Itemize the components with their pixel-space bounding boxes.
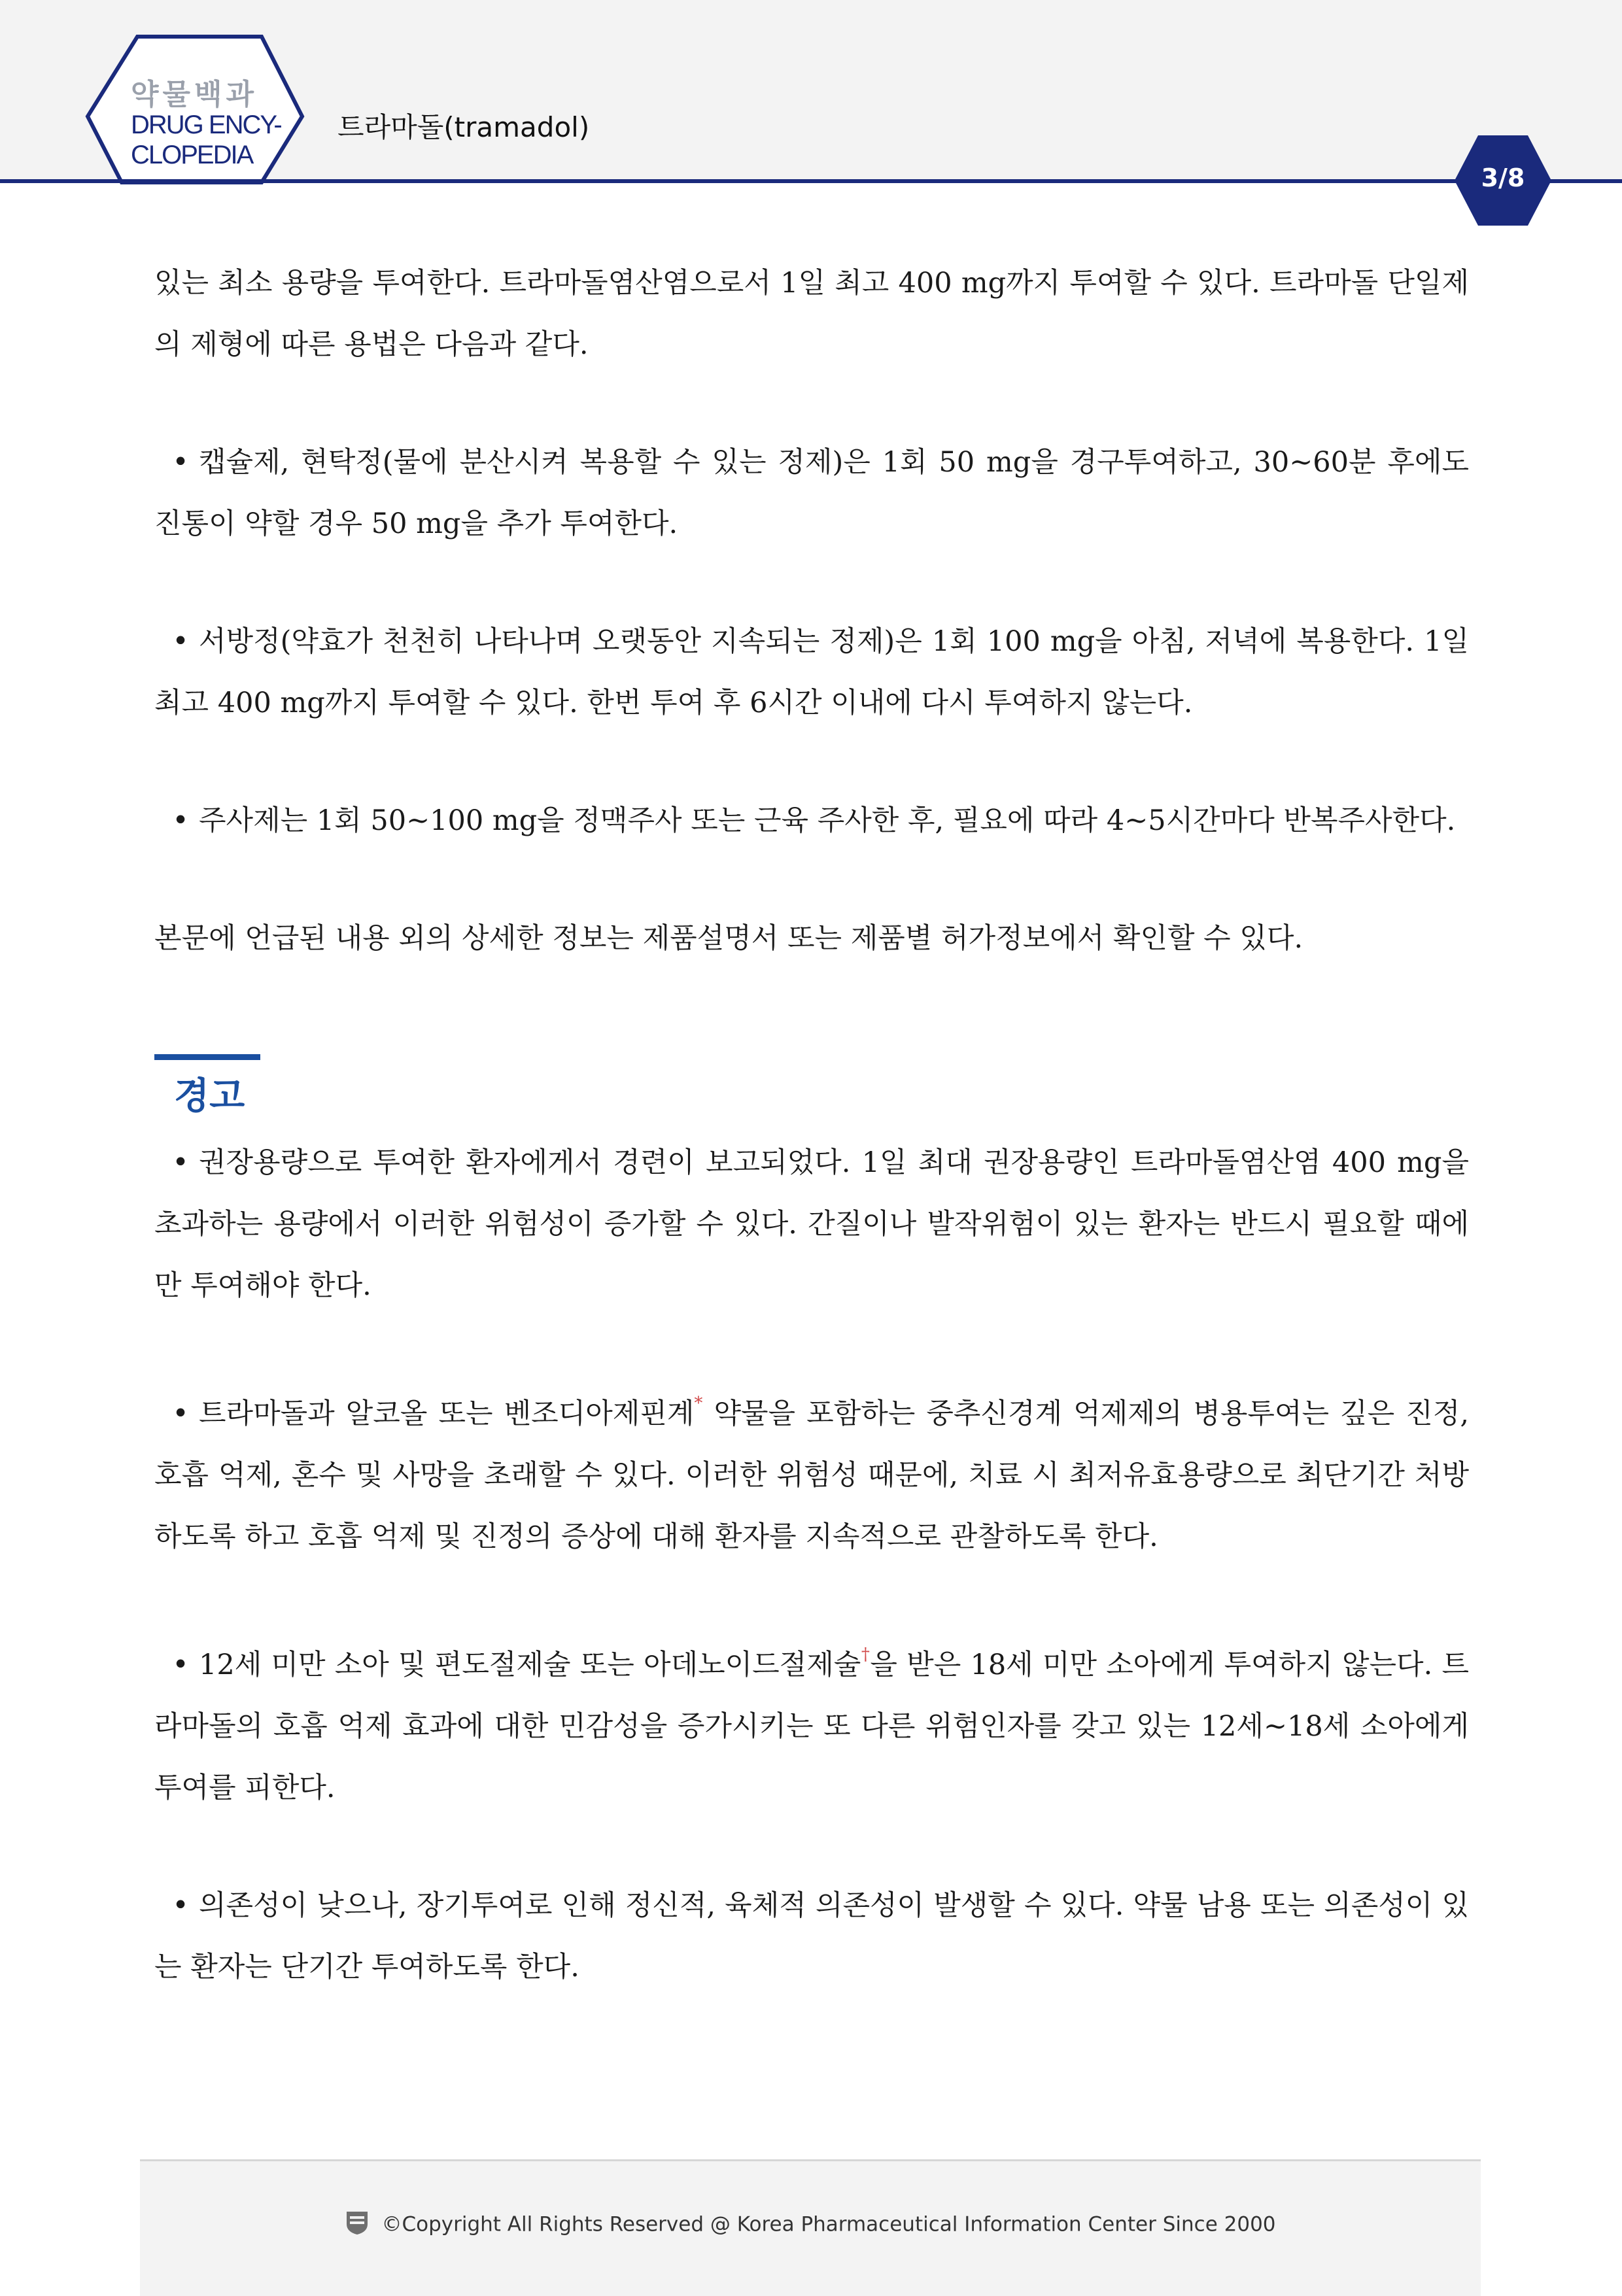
bullet-marker: •: [154, 1146, 189, 1179]
logo-korean-text: 약물백과: [131, 78, 258, 111]
logo-english-text: [131, 110, 314, 170]
bullet-marker: •: [154, 446, 189, 479]
footer-copyright-row: [140, 2210, 1481, 2241]
logo-english-line1: DRUG ENCY-: [131, 111, 281, 139]
warning-bullet-dependence: [154, 1875, 1469, 1998]
document-body: [154, 252, 1469, 1998]
bullet-marker: •: [154, 625, 189, 658]
page-number: 3/8: [1481, 163, 1525, 192]
section-title-warning: 경고: [174, 1075, 245, 1118]
header-divider: [0, 179, 1622, 183]
dosage-bullet-capsule: [154, 432, 1469, 555]
spacer: [154, 555, 1469, 611]
dosage-bullet-injection: [154, 790, 1469, 851]
spacer: [154, 1819, 1469, 1875]
dosage-bullet-text: 주사제는 1회 50~100 mg을 정맥주사 또는 근육 주사한 후, 필요에 따라 4~5시간마다 반복주사한다.: [199, 804, 1456, 837]
spacer: [154, 1568, 1469, 1624]
kpic-emblem-icon: [345, 2210, 370, 2241]
footnote-mark-dagger: †: [861, 1645, 871, 1664]
dosage-bullet-text: 캡슐제, 현탁정(물에 분산시켜 복용할 수 있는 정제)은 1회 50 mg을 경구투여하고, 30~60분 후에도 진통이 약할 경우 50 mg을 추가 투여한다.: [154, 446, 1469, 540]
warning-bullet-text: 권장용량으로 투여한 환자에게서 경련이 보고되었다. 1일 최대 권장용량인 트라마돌염산염 400 mg을 초과하는 용량에서 이러한 위험성이 증가할 수 있다. 간질이나 발작위험이 있는 환자는 반드시 필요할 때에만 투여해야 한다.: [154, 1146, 1469, 1302]
bullet-marker: •: [154, 1649, 189, 1681]
dosage-closing: 본문에 언급된 내용 외의 상세한 정보는 제품설명서 또는 제품별 허가정보에서 확인할 수 있다.: [154, 922, 1303, 955]
footnote-mark-asterisk: *: [694, 1394, 703, 1413]
warning-bullet-cns-depressant: [154, 1373, 1469, 1568]
logo-english-line2: CLOPEDIA: [131, 141, 253, 169]
warning-bullet-text-cont: 약물을 포함하는 중추신경계 억제제의 병용투여는 깊은 진정, 호흡 억제, 혼수 및 사망을 초래할 수 있다. 이러한 위험성 때문에, 치료 시 최저유효용량으로 최단기간 처방하도록 하고 호흡 억제 및 진정의 증상에 대해 환자를 지속적으로 관찰하도록 한다.: [154, 1397, 1469, 1553]
warning-bullet-text: 트라마돌과 알코올 또는 벤조디아제핀계: [199, 1397, 695, 1430]
spacer: [154, 375, 1469, 432]
warning-bullet-seizure: [154, 1132, 1469, 1316]
section-accent-bar: [154, 1054, 260, 1060]
spacer: [154, 734, 1469, 790]
page-header: [0, 0, 1622, 180]
dosage-intro: 있는 최소 용량을 투여한다. 트라마돌염산염으로서 1일 최고 400 mg까지 투여할 수 있다. 트라마돌 단일제의 제형에 따른 용법은 다음과 같다.: [154, 267, 1469, 361]
spacer: [154, 1316, 1469, 1373]
dosage-bullet-text: 서방정(약효가 천천히 나타나며 오랫동안 지속되는 정제)은 1회 100 mg을 아침, 저녁에 복용한다. 1일 최고 400 mg까지 투여할 수 있다. 한번 투여 후 6시간 이내에 다시 투여하지 않는다.: [154, 625, 1469, 719]
bullet-marker: •: [154, 1889, 189, 1922]
bullet-marker: •: [154, 804, 189, 837]
copyright-text: ©Copyright All Rights Reserved @ Korea Pharmaceutical Information Center Since 2000: [381, 2212, 1276, 2236]
dosage-bullet-extended-release: [154, 611, 1469, 734]
warning-bullet-text: 의존성이 낮으나, 장기투여로 인해 정신적, 육체적 의존성이 발생할 수 있다. 약물 남용 또는 의존성이 있는 환자는 단기간 투여하도록 한다.: [154, 1889, 1469, 1983]
spacer: [154, 851, 1469, 908]
warning-bullet-text: 12세 미만 소아 및 편도절제술 또는 아데노이드절제술: [199, 1649, 861, 1681]
warning-bullet-children: [154, 1624, 1469, 1819]
page-footer: [140, 2159, 1481, 2296]
warning-bullet-text-cont: 을 받은 18세 미만 소아에게 투여하지 않는다. 트라마돌의 호흡 억제 효과에 대한 민감성을 증가시키는 또 다른 위험인자를 갖고 있는 12세~18세 소아에게 투여를 피한다.: [154, 1649, 1470, 1804]
document-title: 트라마돌(tramadol): [337, 111, 590, 143]
bullet-marker: •: [154, 1397, 189, 1430]
